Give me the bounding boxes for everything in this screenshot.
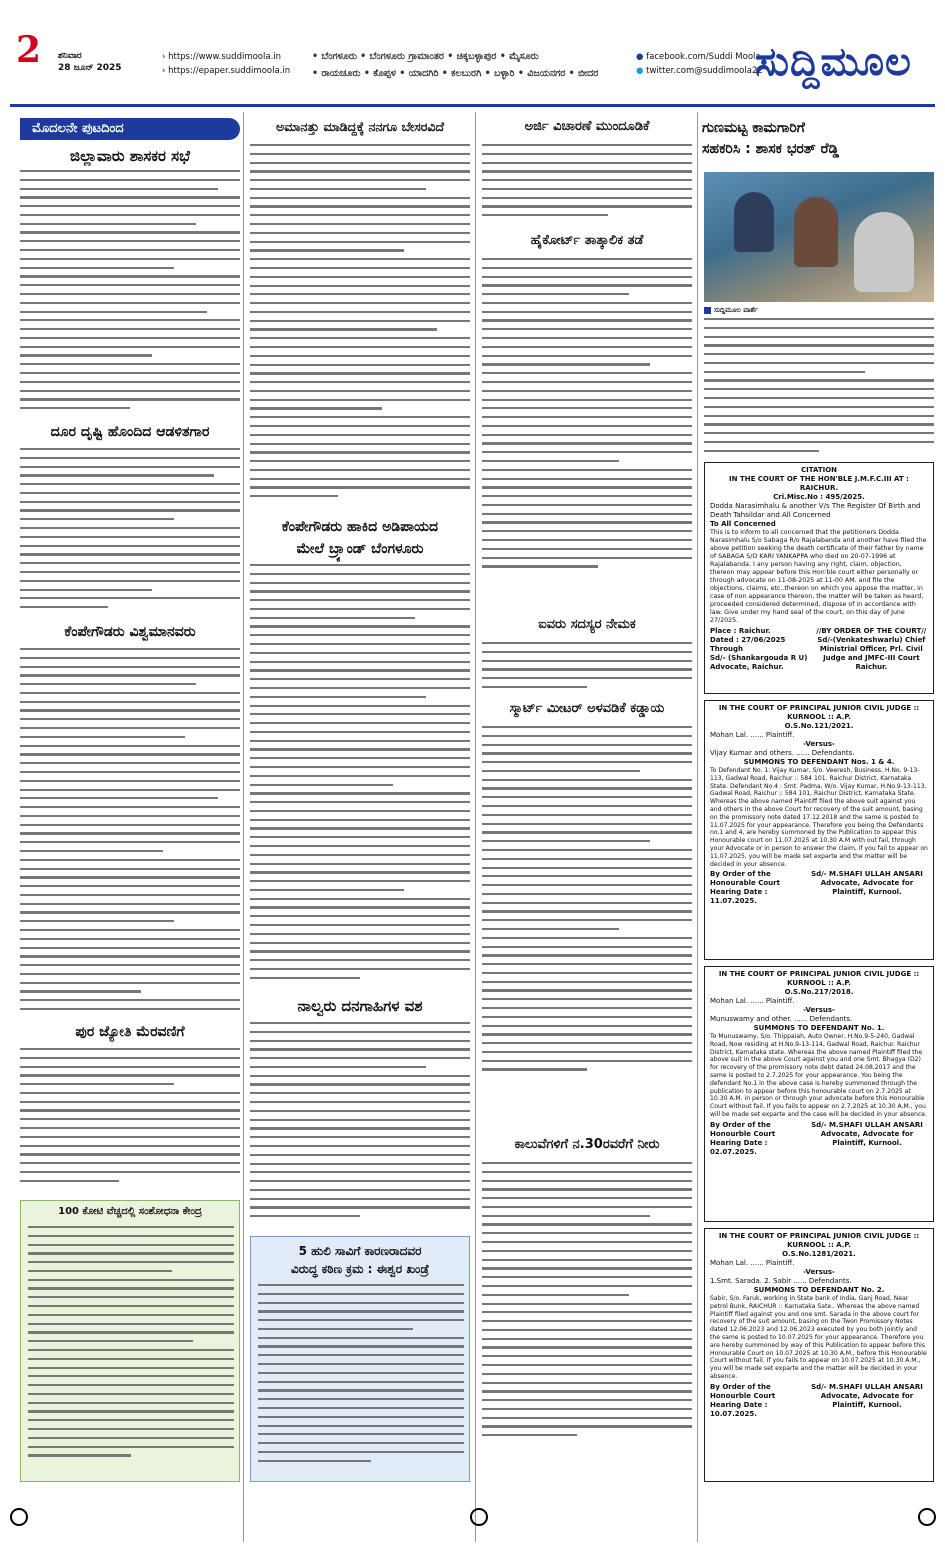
notice-place: Place : Raichur. [710, 627, 771, 635]
notice-summons: SUMMONS TO DEFENDANT No. 1. [753, 1024, 885, 1032]
article-body [482, 144, 692, 230]
notice-summons: SUMMONS TO DEFENDANT Nos. 1 & 4. [743, 758, 895, 766]
epaper-link[interactable]: › https://epaper.suddimoola.in [162, 66, 291, 76]
issue-day: ಶನಿವಾರ [58, 51, 82, 61]
photo-figure [794, 197, 838, 267]
issue-date-text: 28 ಜೂನ್ 2025 [58, 63, 122, 73]
notice-plaintiff: Mohan Lal. ...... Plaintiff. [710, 1259, 795, 1267]
bullet-icon [704, 307, 711, 314]
city-row-1: • ಬೆಂಗಳೂರು • ಬೆಂಗಳೂರು ಗ್ರಾಮಾಂತರ • ಚಿಕ್ಕಬಳ್ಳಾಪುರ • ಮೈಸೂರು [312, 51, 539, 62]
notice-to: To All Concerned [710, 520, 776, 528]
headline-five-members-appointed: ಐವರು ಸದಸ್ಯರ ನೇಮಕ [538, 617, 636, 632]
notice-signature: Sd/- M.SHAFI ULLAH ANSARI Advocate, Advocate for Plaintiff, Kurnool. [811, 1120, 923, 1147]
notice-court: IN THE COURT OF THE HON'BLE J.M.F.C.III AT : RAICHUR. [729, 475, 909, 492]
notice-order: By Order of the Honourable Court Hearing Date : 11.07.2025. [710, 870, 780, 906]
twitter-link[interactable]: ● twitter.com@suddimoola22 [636, 66, 763, 76]
notice-versus: -Versus- [803, 1268, 835, 1276]
article-body [482, 726, 692, 1136]
notice-defendants: Munuswamy and other. ...... Defendants. [710, 1015, 853, 1023]
headline-district-mla-meeting: ಜಿಲ್ಲಾವಾರು ಶಾಸಕರ ಸಭೆ [70, 147, 190, 165]
article-body [20, 448, 240, 618]
notice-signature: Sd/- M.SHAFI ULLAH ANSARI Advocate, Advocate for Plaintiff, Kurnool. [811, 1382, 923, 1409]
headline-line-2: ಸಹಕರಿಸಿ : ಶಾಸಕ ಭರತ್ ರೆಡ್ಡಿ [702, 141, 839, 157]
notice-title: CITATION [800, 466, 838, 474]
newspaper-logo: ಸುದ್ದಿಮೂಲ [755, 38, 912, 85]
notice-plaintiff: Mohan Lal. ...... Plaintiff. [710, 731, 795, 739]
notice-advocate-block [710, 627, 808, 672]
article-body [250, 1022, 470, 1230]
website-links [162, 50, 290, 78]
notice-court: IN THE COURT OF PRINCIPAL JUNIOR CIVIL JUDGE :: KURNOOL :: A.P. [718, 970, 920, 987]
notice-defendants: Vijay Kumar and others. ...... Defendants. [710, 749, 855, 757]
notice-versus: -Versus- [803, 1006, 835, 1014]
city-editions [312, 48, 598, 82]
column-divider [475, 112, 476, 1542]
headline-line-2: ಮೇಲೆ ಬ್ರ್ಯಾಂಡ್ ಬೆಂಗಳೂರು [296, 541, 424, 557]
website-link[interactable]: › https://www.suddimoola.in [162, 52, 282, 62]
headline-line-1: 5 ಹುಲಿ ಸಾವಿಗೆ ಕಾರಣರಾದವರ [298, 1244, 422, 1258]
headline-brand-bengaluru [248, 516, 472, 560]
article-body [482, 1162, 692, 1482]
article-body [258, 1284, 464, 1478]
notice-case: Cri.Misc.No : 495/2025. [773, 493, 865, 501]
headline-visionary-administrator: ದೂರ ದೃಷ್ಟಿ ಹೊಂದಿದ ಆಡಳಿತಗಾರ [50, 424, 210, 440]
page-number: 2 [16, 29, 42, 71]
notice-parties: Dodda Narasimhalu & another V/s The Register Of Birth and Death Tahsildar and All Concerned [710, 502, 921, 519]
headline-tiger-deaths [254, 1242, 466, 1278]
article-body [250, 564, 470, 994]
article-body [482, 258, 692, 616]
notice-footer [710, 1121, 928, 1157]
issue-date [58, 50, 122, 74]
headline-pura-jyoti-procession: ಪುರ ಜ್ಯೋತಿ ಮೆರವಣಿಗೆ [75, 1024, 185, 1040]
facebook-icon: ● [636, 52, 644, 62]
headline-line-2: ವಿರುದ್ಧ ಕಠಿಣ ಕ್ರಮ : ಈಶ್ವರ ಖಂಡ್ರೆ [290, 1262, 430, 1276]
notice-order: By Order of the Honourble Court Hearing Date : 10.07.2025. [710, 1382, 776, 1418]
headline-four-cattle-herders: ನಾಲ್ವರು ದನಗಾಹಿಗಳ ವಶ [297, 997, 423, 1015]
notice-signature: //BY ORDER OF THE COURT// Sd/-(Venkateshwarlu) Chief Ministrial Officer, Prl. Civil Judge and JMFC-III Court Raichur. [816, 627, 927, 671]
masthead-rule [10, 104, 935, 107]
social-links [636, 50, 763, 78]
notice-case: O.S.No.121/2021. [784, 722, 854, 730]
article-body [28, 1226, 234, 1478]
headline-canal-water: ಕಾಲುವೆಗಳಿಗೆ ನ.30ರವರೆಗೆ ನೀರು [514, 1137, 660, 1152]
article-body [482, 642, 692, 698]
article-body [20, 170, 240, 418]
column-divider [243, 112, 244, 1542]
notice-court: IN THE COURT OF PRINCIPAL JUNIOR CIVIL JUDGE :: KURNOOL :: A.P. [718, 1232, 920, 1249]
notice-footer [710, 627, 928, 672]
notice-footer [710, 870, 928, 906]
notice-defendants: 1.Smt. Sarada. 2. Sabir ...... Defendants. [710, 1277, 852, 1285]
photo-figure [734, 192, 774, 252]
notice-case: O.S.No.1281/2021. [782, 1250, 856, 1258]
summons-notice [704, 700, 934, 960]
registration-mark [470, 1508, 488, 1526]
notice-footer [710, 1383, 928, 1419]
notice-plaintiff: Mohan Lal. ...... Plaintiff. [710, 997, 795, 1005]
notice-case: O.S.No.217/2018. [784, 988, 854, 996]
summons-notice [704, 1228, 934, 1482]
notice-signature: Sd/- M.SHAFI ULLAH ANSARI Advocate, Advocate for Plaintiff, Kurnool. [811, 870, 923, 897]
headline-suspension-regret: ಅಮಾನತ್ತು ಮಾಡಿದ್ದಕ್ಕೆ ನನಗೂ ಬೇಸರವಿದೆ [275, 119, 445, 134]
facebook-link[interactable]: ● facebook.com/Suddi Moola [636, 52, 761, 62]
notice-body: To Munuswamy, S/o. Thippaiah, Auto Owner, H.No.9-5-240, Gadwal Road, Now residing at H.No.9-13-114, Gadwal Road, Raichur. Raichur District, Karnataka state. Whereas the above named Plaintiff filed the above suit in the above Court against you and one Smt. Bhagya (D2) for recovery of the promissory note debt dated 24.08.2017 and the same is posted to 2.7.2025 for your appearance. You being the defendant No.1 in the above case is hereby summoned through the publication to appear before this honourable court on 2.7.2025 at 10.30 A.M. in person or through your advocate before this Honourable Court without fail. If you fails to appear on 2.7.2025 at 10.30 A.M., you will be made set exparte and the case will be decided in your absence. [710, 1033, 927, 1118]
citation-notice [704, 462, 934, 694]
column-divider [697, 112, 698, 1542]
summons-notice [704, 966, 934, 1222]
city-row-2: • ರಾಯಚೂರು • ಕೊಪ್ಪಳ • ಯಾದಗಿರಿ • ಕಲಬುರಗಿ • ಬಳ್ಳಾರಿ • ವಿಜಯನಗರ • ಬೀದರ [312, 68, 599, 79]
section-tab: ಮೊದಲನೇ ಪುಟದಿಂದ [20, 118, 240, 140]
headline-line-1: ಕೆಂಪೇಗೌಡರು ಹಾಕಿದ ಅಡಿಪಾಯದ [281, 519, 439, 535]
twitter-icon: ● [636, 66, 644, 76]
photo-caption: ಸುದ್ದಿಮೂಲ ವಾರ್ತೆ [714, 306, 758, 314]
headline-petition-hearing-postponed: ಅರ್ಜಿ ವಿಚಾರಣೆ ಮುಂದೂಡಿಕೆ [524, 119, 650, 134]
registration-mark [918, 1508, 936, 1526]
news-photo [704, 172, 934, 302]
notice-court: IN THE COURT OF PRINCIPAL JUNIOR CIVIL JUDGE :: KURNOOL :: A.P. [718, 704, 920, 721]
notice-advocate: Sd/- (Shankargouda R U) Advocate, Raichur. [710, 654, 808, 671]
article-body [20, 648, 240, 1020]
article-body [20, 1048, 240, 1196]
article-body [704, 318, 934, 458]
article-body [250, 144, 470, 512]
headline-high-court-stay: ಹೈಕೋರ್ಟ್ ತಾತ್ಕಾಲಿಕ ತಡೆ [530, 233, 644, 248]
notice-through: Through [710, 645, 743, 653]
notice-body: This is to inform to all concerned that the petitioners Dodda Narasimhalu S/o Sabaga R/o Rajalabanda and another have filed the above petition seeking the death certificate of their father by name of SABAGA S/O KARI YANKAPPA who died on 20-07-1996 at Rajalabanda. I any person having any right, claim, objection, thereon may appear before this Hon'ble court either personally or through advocate on 11-08-2025 at 11-00 AM. and file the objections, claims, etc..thereon on which you appose the matter, in case of non appearance thereon, the matter will be taken as heard, proceeded considered determined, dispose of in accordance with law. Give under my hand seal of the court, on this day of June 27/2025. [710, 529, 927, 624]
notice-body: To Defendant No. 1: Vijay Kumar, S/o. Veeresh, Business, H.No. 9-13-113, Gadwal Road, Raichur :: 584 101. Raichur District, Karnataka State. Defendant No.4 : Smt. Padma, W/o. Vijay Kumar, H.No.9-13-113, Gadwal Road, Raichur :: 584 101, Raichur District, Karnataka State. Whereas the above named Plaintiff filed the above suit against you and others in the above Court for recovery of the suit amount, basing on the promissory note dated 17.12.2018 and the same is posted to 11.07.2025 for your appearance. Therefore you being the Defendants no.1 and 4, are hereby summoned by the Publication to appear this Honourable court on 11.07.2025 at 10.30 A.M with out fail, through your Advocate or in person to answer the claim, if you fail to appear on 11.07.2025, you will be made set exparte and the matter will be decided in your absence. [710, 767, 928, 868]
notice-summons: SUMMONS TO DEFENDANT No. 2. [753, 1286, 885, 1294]
headline-quality-works [702, 118, 934, 160]
notice-versus: -Versus- [803, 740, 835, 748]
photo-figure [854, 212, 914, 292]
headline-smart-meter-mandatory: ಸ್ಮಾರ್ಟ್ ಮೀಟರ್ ಅಳವಡಿಕೆ ಕಡ್ಡಾಯ [509, 701, 665, 716]
headline-line-1: ಗುಣಮಟ್ಟ ಕಾಮಗಾರಿಗೆ [702, 120, 805, 136]
notice-body: Sabir, S/o. Faruk, working in State bank of India, Ganj Road, Near petrol Bunk, RAICHUR :: Karnataka Sate.. Whereas the above named Plaintiff filed against you and one smt. Sarada in the above court for recovery of the suit amount, basing on the Twon Promissory Notes dated 12.06.2023 and 12.06.2023 executed by you both jointly and the same is posted to 10.07.2025 for your appearance. Therefore you are hereby summoned by way of this Publication to appear before this Honourable Court on 10.07.2025 at 10.30 A.M., before this Honourable Court without fail. If you fails to appear on 10.07.2025 at 10.30 A.M., you will be made set exparte and the matter will be decided in your absence. [710, 1295, 927, 1380]
headline-research-centre: 100 ಕೋಟಿ ವೆಚ್ಚದಲ್ಲಿ ಸಂಶೋಧನಾ ಕೇಂದ್ರ [58, 1206, 202, 1217]
headline-kempegowda-universal-human: ಕೆಂಪೇಗೌಡರು ವಿಶ್ವಮಾನವರು [64, 624, 196, 640]
notice-dated: Dated : 27/06/2025 [710, 636, 786, 644]
notice-order: By Order of the Honourble Court Hearing Date : 02.07.2025. [710, 1120, 776, 1156]
registration-mark [10, 1508, 28, 1526]
